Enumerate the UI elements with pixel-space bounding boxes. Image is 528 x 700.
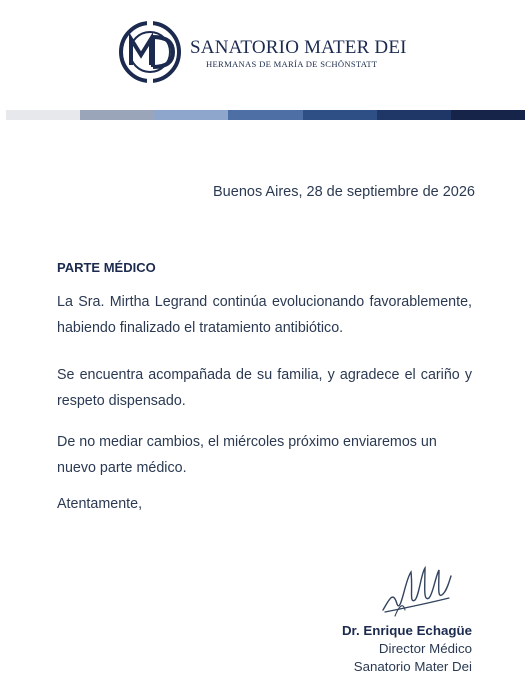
color-bar-segment [154,110,228,120]
color-bar-segment [6,110,80,120]
letter-title: PARTE MÉDICO [57,260,156,275]
handwritten-signature-icon [375,560,455,620]
signatory-institution: Sanatorio Mater Dei [353,659,472,674]
brand-subtitle: HERMANAS DE MARÍA DE SCHÖNSTATT [206,59,378,69]
letter-date: Buenos Aires, 28 de septiembre de 2026 [213,184,475,200]
letter-paragraph-2: Se encuentra acompañada de su familia, y agradece el cariño y respeto dispensado. [57,367,472,409]
color-bar-segment [80,110,154,120]
signatory-name: Dr. Enrique Echagüe [341,623,472,638]
color-bar-segment [451,110,525,120]
color-bar-segment [228,110,302,120]
letter-closing: Atentamente, [57,496,143,512]
header-color-bar [6,110,525,120]
letterhead [0,0,528,100]
mater-dei-monogram-icon [117,19,183,85]
color-bar-segment [377,110,451,120]
brand-name: SANATORIO MATER DEI [190,37,407,58]
signature-block [342,622,472,676]
signatory-role: Director Médico [378,641,472,656]
letter-paragraph-1: La Sra. Mirtha Legrand continúa evolucionando favorablemente, habiendo finalizado el tratamiento antibiótico. [57,294,472,336]
letter-paragraph-3: De no mediar cambios, el miércoles próximo enviaremos un nuevo parte médico. [57,434,437,476]
color-bar-segment [303,110,377,120]
